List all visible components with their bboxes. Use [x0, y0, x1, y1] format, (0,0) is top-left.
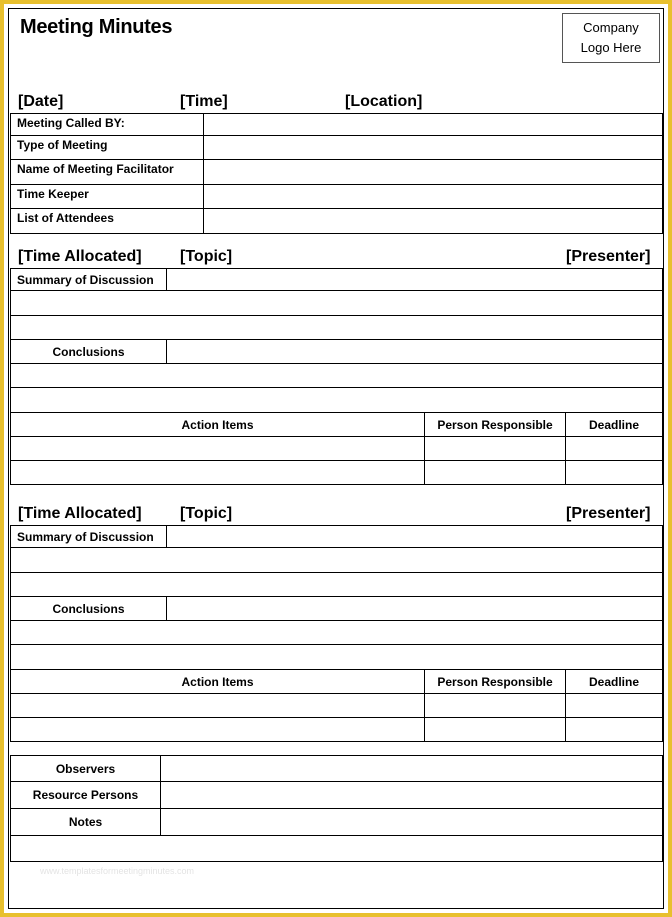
resource-persons-field[interactable]	[161, 782, 663, 809]
person-responsible-cell[interactable]	[425, 461, 566, 485]
summary-line[interactable]	[11, 548, 663, 573]
deadline-cell[interactable]	[566, 694, 663, 718]
topic-placeholder[interactable]: [Topic]	[180, 505, 233, 522]
person-responsible-cell[interactable]	[425, 437, 566, 461]
date-placeholder[interactable]: [Date]	[18, 93, 64, 110]
conclusions-line[interactable]	[11, 621, 663, 645]
time-allocated-placeholder[interactable]: [Time Allocated]	[18, 248, 142, 265]
summary-label: Summary of Discussion	[11, 526, 167, 548]
agenda-item-table	[10, 268, 663, 485]
summary-field[interactable]	[167, 269, 663, 291]
notes-label: Notes	[11, 809, 161, 836]
table-row	[11, 160, 663, 185]
action-items-header: Action Items	[11, 670, 425, 694]
notes-line[interactable]	[11, 836, 663, 862]
conclusions-line[interactable]	[11, 364, 663, 388]
location-placeholder[interactable]: [Location]	[345, 93, 423, 110]
meeting-called-by-field[interactable]	[204, 114, 663, 136]
deadline-cell[interactable]	[566, 437, 663, 461]
summary-field[interactable]	[167, 526, 663, 548]
time-allocated-placeholder[interactable]: [Time Allocated]	[18, 505, 142, 522]
presenter-placeholder[interactable]: [Presenter]	[566, 505, 651, 522]
table-row	[11, 461, 663, 485]
topic-placeholder[interactable]: [Topic]	[180, 248, 233, 265]
conclusions-label: Conclusions	[11, 597, 167, 621]
table-row	[11, 364, 663, 388]
table-row	[11, 645, 663, 670]
resource-persons-label: Resource Persons	[11, 782, 161, 809]
meeting-called-by-label: Meeting Called BY:	[11, 114, 204, 136]
table-row	[11, 209, 663, 234]
table-row	[11, 388, 663, 413]
watermark: www.templatesformeetingminutes.com	[40, 866, 195, 876]
conclusions-label: Conclusions	[11, 340, 167, 364]
table-row	[11, 316, 663, 340]
table-row	[11, 836, 663, 862]
logo-line-2: Logo Here	[580, 40, 642, 55]
table-row	[11, 437, 663, 461]
facilitator-label: Name of Meeting Facilitator	[11, 160, 204, 185]
type-of-meeting-field[interactable]	[204, 136, 663, 160]
agenda-item-table	[10, 525, 663, 742]
action-items-header: Action Items	[11, 413, 425, 437]
footer-table	[10, 755, 663, 862]
table-row	[11, 269, 663, 291]
table-row	[11, 114, 663, 136]
logo-line-1: Company	[583, 20, 639, 35]
table-row	[11, 694, 663, 718]
deadline-header: Deadline	[566, 413, 663, 437]
action-item-cell[interactable]	[11, 461, 425, 485]
table-row	[11, 413, 663, 437]
observers-label: Observers	[11, 756, 161, 782]
conclusions-field[interactable]	[167, 597, 663, 621]
person-responsible-cell[interactable]	[425, 694, 566, 718]
time-keeper-field[interactable]	[204, 185, 663, 209]
notes-field[interactable]	[161, 809, 663, 836]
type-of-meeting-label: Type of Meeting	[11, 136, 204, 160]
summary-label: Summary of Discussion	[11, 269, 167, 291]
table-row	[11, 573, 663, 597]
table-row	[11, 718, 663, 742]
facilitator-field[interactable]	[204, 160, 663, 185]
action-item-cell[interactable]	[11, 437, 425, 461]
person-responsible-header: Person Responsible	[425, 670, 566, 694]
summary-line[interactable]	[11, 573, 663, 597]
attendees-label: List of Attendees	[11, 209, 204, 234]
presenter-placeholder[interactable]: [Presenter]	[566, 248, 651, 265]
summary-line[interactable]	[11, 291, 663, 316]
table-row	[11, 782, 663, 809]
table-row	[11, 526, 663, 548]
table-row	[11, 756, 663, 782]
table-row	[11, 340, 663, 364]
observers-field[interactable]	[161, 756, 663, 782]
person-responsible-cell[interactable]	[425, 718, 566, 742]
table-row	[11, 185, 663, 209]
table-row	[11, 597, 663, 621]
deadline-cell[interactable]	[566, 461, 663, 485]
document-title: Meeting Minutes	[20, 16, 173, 38]
attendees-field[interactable]	[204, 209, 663, 234]
table-row	[11, 136, 663, 160]
meeting-info-table	[10, 113, 663, 234]
person-responsible-header: Person Responsible	[425, 413, 566, 437]
table-row	[11, 621, 663, 645]
table-row	[11, 670, 663, 694]
table-row	[11, 548, 663, 573]
summary-line[interactable]	[11, 316, 663, 340]
table-row	[11, 291, 663, 316]
company-logo-placeholder	[562, 13, 660, 63]
time-placeholder[interactable]: [Time]	[180, 93, 228, 110]
conclusions-line[interactable]	[11, 388, 663, 413]
conclusions-field[interactable]	[167, 340, 663, 364]
time-keeper-label: Time Keeper	[11, 185, 204, 209]
deadline-header: Deadline	[566, 670, 663, 694]
action-item-cell[interactable]	[11, 718, 425, 742]
action-item-cell[interactable]	[11, 694, 425, 718]
conclusions-line[interactable]	[11, 645, 663, 670]
deadline-cell[interactable]	[566, 718, 663, 742]
table-row	[11, 809, 663, 836]
